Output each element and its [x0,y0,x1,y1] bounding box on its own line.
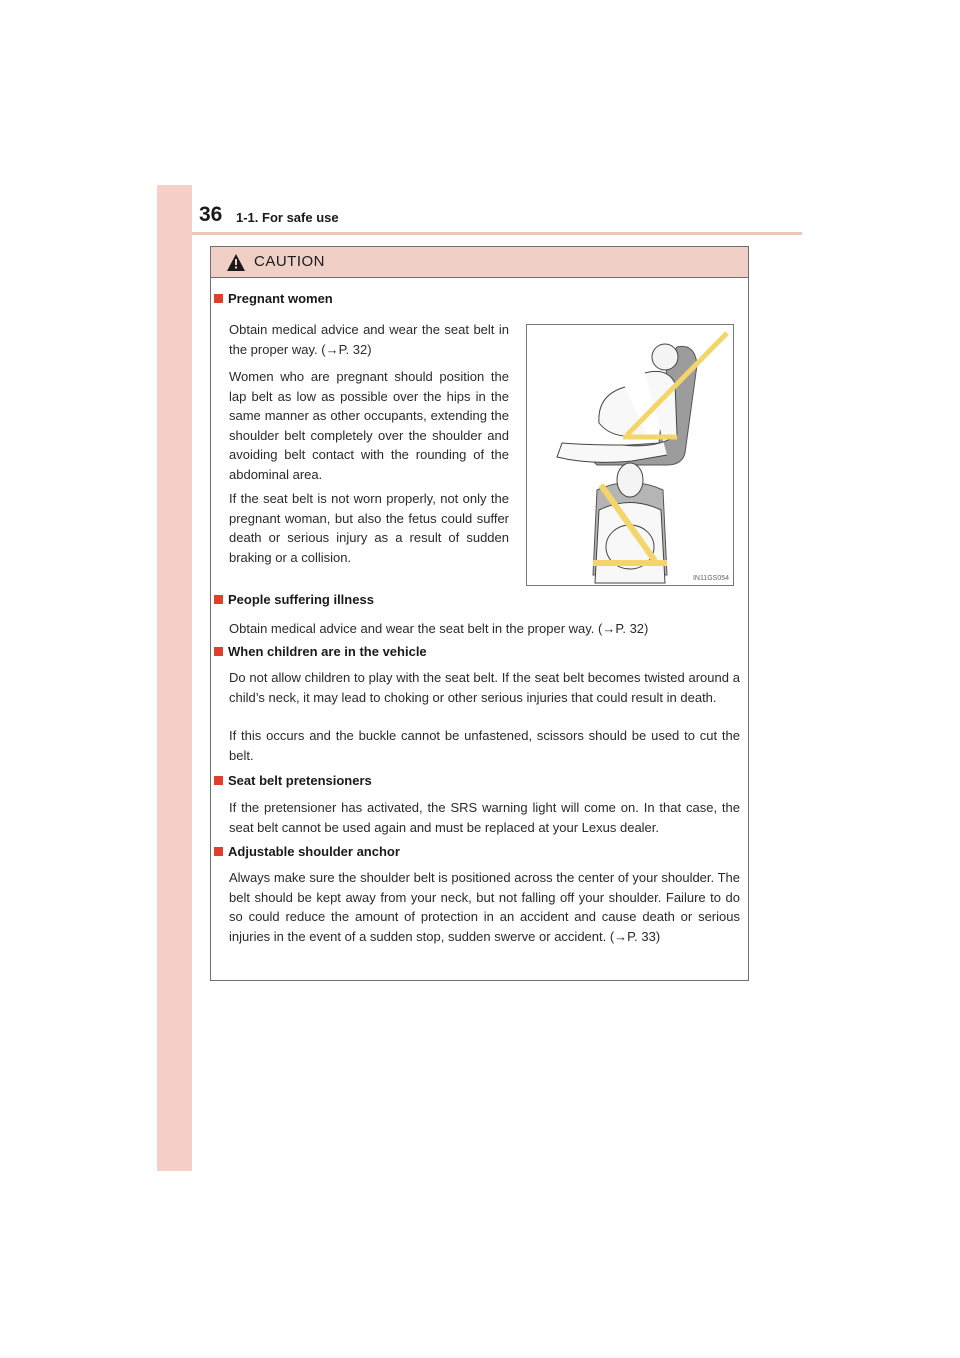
heading-children: When children are in the vehicle [214,644,427,659]
paragraph: If the seat belt is not worn properly, not only the pregnant woman, but also the fetus could suffer death or serious injury as a result of sudden braking or a collision. [229,491,509,565]
seatbelt-diagram [527,325,733,585]
caution-header [211,247,748,278]
warning-icon [227,254,245,271]
section-title: 1-1. For safe use [236,210,339,225]
paragraph: Always make sure the shoulder belt is positioned across the center of your shoulder. The belt should be kept away from your neck, but not falling off your shoulder. Failure to do so could reduce the amount of protection in an accident and cause death or serious injuries in the event of a sudden stop, sudden swerve or accident. (→P. 33) [229,870,740,944]
side-tab-band [157,185,192,1171]
bullet-square-icon [214,294,223,303]
paragraph: If this occurs and the buckle cannot be unfastened, scissors should be used to cut the belt. [229,728,740,763]
bullet-square-icon [214,776,223,785]
caution-label: CAUTION [254,253,325,270]
bullet-square-icon [214,847,223,856]
heading-pretensioners: Seat belt pretensioners [214,773,372,788]
figure-code: IN11GS054 [692,575,729,582]
heading-shoulder-anchor: Adjustable shoulder anchor [214,844,400,859]
caution-box [210,246,749,981]
paragraph: If the pretensioner has activated, the SRS warning light will come on. In that case, the seat belt cannot be used again and must be replaced at your Lexus dealer. [229,800,740,835]
header-rule [192,232,802,235]
heading-illness: People suffering illness [214,592,374,607]
page-number: 36 [199,203,223,226]
paragraph: Obtain medical advice and wear the seat belt in the proper way. (→P. 32) [229,322,509,357]
bullet-square-icon [214,595,223,604]
paragraph: Obtain medical advice and wear the seat belt in the proper way. (→P. 32) [229,621,649,636]
paragraph: Do not allow children to play with the seat belt. If the seat belt becomes twisted around a child’s neck, it may lead to choking or other serious injuries that could result in death. [229,670,740,705]
paragraph: Women who are pregnant should position the lap belt as low as possible over the hips in the same manner as other occupants, extending the shoulder belt completely over the shoulder and avoiding belt contact with the rounding of the abdominal area. [229,369,509,482]
bullet-square-icon [214,647,223,656]
pregnant-seatbelt-illustration [526,324,734,586]
heading-pregnant-women: Pregnant women [214,291,333,306]
